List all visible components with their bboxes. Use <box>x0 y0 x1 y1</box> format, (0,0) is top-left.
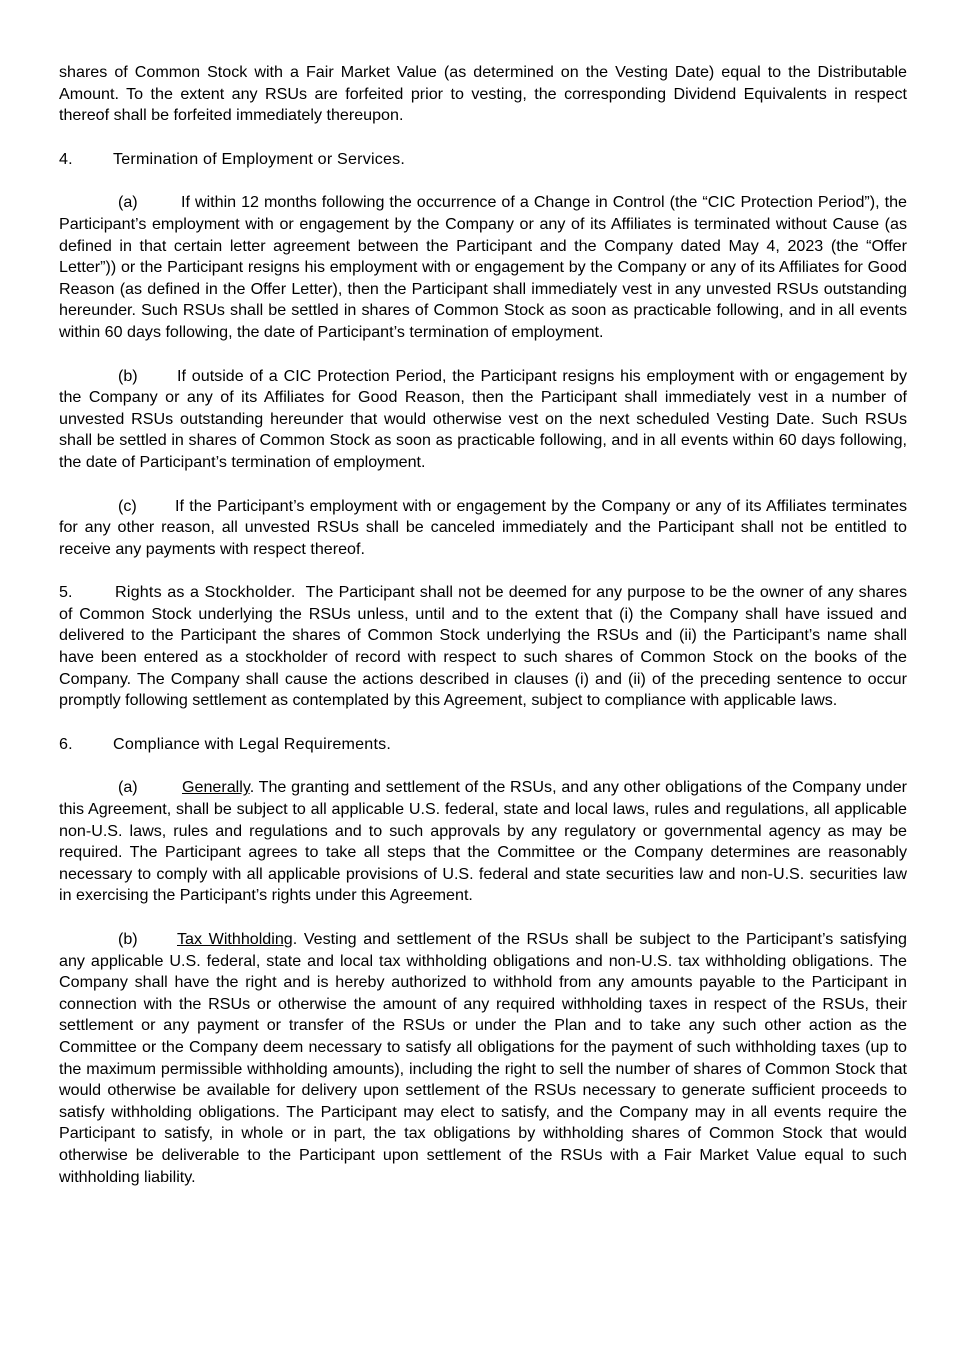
section-5-number: 5. <box>59 583 73 602</box>
section-4c-paragraph <box>59 496 907 561</box>
section-6b-heading: Tax Withholding <box>177 930 293 948</box>
section-6-heading <box>59 734 907 756</box>
section-4b-text: If outside of a CIC Protection Period, the Participant resigns his employment with or engagement by the Company or any of its Affiliates for Good Reason, then the Participant shall immediately vest in a number of unvested RSUs outstanding hereunder that would otherwise vest on the next scheduled Vesting Date. Such RSUs shall be settled in shares of Common Stock as soon as practicable following, and in all events within 60 days following, the date of Participant’s termination of employment. <box>59 366 907 471</box>
section-4-number: 4. <box>59 149 73 168</box>
section-6a-heading: Generally <box>182 778 250 797</box>
section-4c-text: If the Participant’s employment with or engagement by the Company or any of its Affiliates terminates for any other reason, all unvested RSUs shall be canceled immediately and the Participant shall not be entitled to receive any payments with respect thereof. <box>59 496 907 558</box>
section-5-text: The Participant shall not be deemed for any purpose to be the owner of any shares of Common Stock underlying the RSUs unless, until and to the extent that (i) the Company shall have issued and delivered to the Participant the shares of Common Stock underlying the RSUs and (ii) the Participant’s name shall have been entered as a stockholder of record with respect to such shares of Common Stock on the books of the Company. The Company shall cause the actions described in clauses (i) and (ii) of the preceding sentence to occur promptly following settlement as contemplated by this Agreement, subject to compliance with applicable laws. <box>59 583 907 710</box>
intro-paragraph: shares of Common Stock with a Fair Market Value (as determined on the Vesting Date) equal to the Distributable Amount. To the extent any RSUs are forfeited prior to vesting, the corresponding Dividend Equivalents in respect thereof shall be forfeited immediately thereupon. <box>59 63 907 125</box>
section-4-heading <box>59 149 907 171</box>
section-6b-label: (b) <box>118 930 138 948</box>
section-4b-paragraph <box>59 366 907 474</box>
section-5-title: Rights as a Stockholder. <box>115 583 296 602</box>
section-4c-label: (c) <box>118 496 137 515</box>
section-6-title: Compliance with Legal Requirements. <box>113 734 392 753</box>
section-4-title: Termination of Employment or Services. <box>113 149 406 168</box>
section-6b-paragraph <box>59 929 907 1188</box>
section-6a-label: (a) <box>118 778 138 797</box>
section-6b-text: . Vesting and settlement of the RSUs shall be subject to the Participant’s satisfying any applicable U.S. federal, state and local tax withholding obligations and non-U.S. tax withholding obligations. The Company shall have the right and is hereby authorized to withhold from any amounts payable to the Participant in connection with the RSUs or otherwise the amount of any required withholding taxes in respect of the RSUs, their settlement or any payment or transfer of the RSUs or under the Plan and to take any such other action as the Committee or the Company deem necessary to satisfy all obligations for the payment of such withholding taxes (up to the maximum permissible withholding amounts), including the right to sell the number of shares of Common Stock that would otherwise be available for delivery upon settlement of the RSUs necessary to generate sufficient proceeds to satisfy withholding obligations. The Participant may elect to satisfy, and the Company may in all events require the Participant to satisfy, in whole or in part, the tax obligations by withholding shares of Common Stock that would otherwise be deliverable to the Participant upon settlement of the RSUs with a Fair Market Value equal to such withholding liability. <box>59 930 907 1186</box>
document-page <box>59 62 907 1188</box>
section-4b-label: (b) <box>118 366 138 385</box>
section-4a-paragraph <box>59 192 907 343</box>
section-5-paragraph <box>59 582 907 712</box>
section-6a-paragraph <box>59 777 907 907</box>
section-4a-text: If within 12 months following the occurrence of a Change in Control (the “CIC Protection Period”), the Participant’s employment with or engagement by the Company or any of its Affiliates is terminated without Cause (as defined in that certain letter agreement between the Participant and the Company dated May 4, 2023 (the “Offer Letter”)) or the Participant resigns his employment with or engagement by the Company or any of its Affiliates for Good Reason (as defined in the Offer Letter), then the Participant shall immediately vest in any unvested RSUs outstanding hereunder. Such RSUs shall be settled in shares of Common Stock as soon as practicable following, and in all events within 60 days following, the date of Participant’s termination of employment. <box>59 193 907 341</box>
section-4a-label: (a) <box>118 193 138 212</box>
section-6-number: 6. <box>59 734 73 753</box>
section-6a-text: . The granting and settlement of the RSUs, and any other obligations of the Company under this Agreement, shall be subject to all applicable U.S. federal, state and local laws, rules and regulations, all applicable non-U.S. laws, rules and regulations and to such approvals by any regulatory or governmental agency as may be required. The Participant agrees to take all steps that the Committee or the Company determines are reasonably necessary to comply with all applicable provisions of U.S. federal and state securities law and non-U.S. securities law in exercising the Participant’s rights under this Agreement. <box>59 778 907 905</box>
